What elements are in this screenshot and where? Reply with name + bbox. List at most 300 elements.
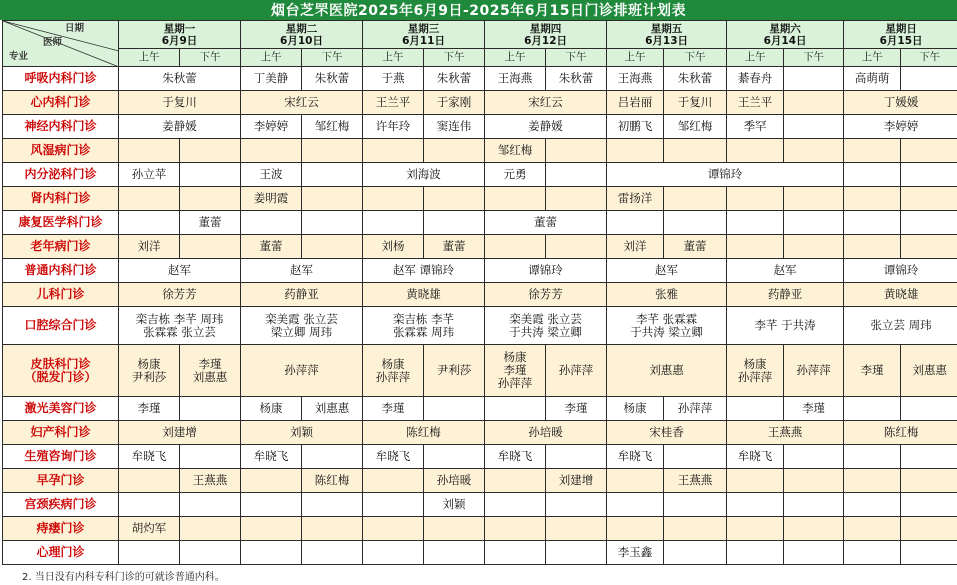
am-header: 上午	[485, 49, 546, 67]
doctor-cell: 綦春舟	[727, 67, 784, 91]
doctor-cell	[844, 163, 901, 187]
department-label: 肾内科门诊	[3, 187, 119, 211]
department-label: 风湿病门诊	[3, 139, 119, 163]
doctor-cell	[119, 187, 180, 211]
doctor-cell: 赵军	[119, 259, 241, 283]
doctor-cell	[546, 493, 607, 517]
doctor-cell	[180, 517, 241, 541]
doctor-cell: 栾吉栋 李芊 张霖霖 周玮	[363, 307, 485, 345]
doctor-cell: 牟晓飞	[363, 445, 424, 469]
doctor-cell	[485, 397, 546, 421]
doctor-cell: 李芊 于共涛	[727, 307, 844, 345]
doctor-cell: 王燕燕	[180, 469, 241, 493]
doctor-cell	[784, 541, 844, 565]
weekday-label: 星期日	[885, 22, 917, 35]
doctor-cell	[844, 235, 901, 259]
doctor-cell	[901, 541, 957, 565]
day-header	[727, 21, 844, 49]
doctor-cell: 季罕	[727, 115, 784, 139]
doctor-cell	[901, 67, 957, 91]
doctor-cell	[607, 139, 664, 163]
pm-header: 下午	[546, 49, 607, 67]
doctor-cell: 孙萍萍	[241, 345, 363, 397]
doctor-cell	[607, 493, 664, 517]
doctor-cell: 初鹏飞	[607, 115, 664, 139]
doctor-cell: 姜明霞	[241, 187, 302, 211]
corner-date-label: 日期	[65, 23, 85, 34]
doctor-cell: 朱秋蕾	[664, 67, 727, 91]
doctor-cell	[664, 445, 727, 469]
doctor-cell	[607, 517, 664, 541]
schedule-row	[3, 139, 957, 163]
pm-header: 下午	[302, 49, 363, 67]
doctor-cell	[363, 493, 424, 517]
footnote: 2. 当日没有内科专科门诊的可就诊普通内科。	[22, 572, 225, 583]
doctor-cell: 孙萍萍	[664, 397, 727, 421]
doctor-cell	[363, 187, 424, 211]
schedule-row	[3, 163, 957, 187]
doctor-cell	[901, 235, 957, 259]
doctor-cell: 谭锦玲	[844, 259, 957, 283]
doctor-cell	[901, 397, 957, 421]
doctor-cell: 张雅	[607, 283, 727, 307]
doctor-cell: 王兰平	[727, 91, 784, 115]
schedule-row	[3, 91, 957, 115]
doctor-cell	[485, 517, 546, 541]
am-header: 上午	[241, 49, 302, 67]
doctor-cell	[119, 469, 180, 493]
department-label: 儿科门诊	[3, 283, 119, 307]
doctor-cell	[784, 445, 844, 469]
doctor-cell	[424, 211, 485, 235]
department-label: 痔瘘门诊	[3, 517, 119, 541]
schedule-table	[2, 20, 957, 565]
pm-header: 下午	[664, 49, 727, 67]
doctor-cell: 刘惠惠	[901, 345, 957, 397]
doctor-cell	[424, 541, 485, 565]
doctor-cell	[727, 187, 784, 211]
pm-header: 下午	[901, 49, 957, 67]
doctor-cell: 栾吉栋 李芊 周玮 张霖霖 张立芸	[119, 307, 241, 345]
doctor-cell	[180, 445, 241, 469]
doctor-cell: 宋红云	[485, 91, 607, 115]
doctor-cell: 邹红梅	[302, 115, 363, 139]
doctor-cell	[424, 445, 485, 469]
doctor-cell: 刘洋	[119, 235, 180, 259]
doctor-cell: 于复川	[119, 91, 241, 115]
doctor-cell	[727, 517, 784, 541]
doctor-cell: 王波	[241, 163, 302, 187]
doctor-cell	[664, 139, 727, 163]
department-label: 生殖咨询门诊	[3, 445, 119, 469]
date-label: 6月14日	[763, 34, 807, 47]
doctor-cell	[546, 541, 607, 565]
doctor-cell	[784, 517, 844, 541]
doctor-cell: 刘建增	[119, 421, 241, 445]
doctor-cell: 张立芸 周玮	[844, 307, 957, 345]
doctor-cell: 徐芳芳	[485, 283, 607, 307]
doctor-cell	[485, 187, 546, 211]
doctor-cell	[546, 235, 607, 259]
doctor-cell	[664, 211, 727, 235]
doctor-cell	[901, 469, 957, 493]
doctor-cell: 王海燕	[485, 67, 546, 91]
doctor-cell: 杨康	[607, 397, 664, 421]
doctor-cell	[901, 139, 957, 163]
doctor-cell	[844, 187, 901, 211]
doctor-cell	[363, 139, 424, 163]
schedule-row	[3, 397, 957, 421]
department-label: 内分泌科门诊	[3, 163, 119, 187]
doctor-cell	[727, 493, 784, 517]
department-label: 宫颈疾病门诊	[3, 493, 119, 517]
doctor-cell: 王海燕	[607, 67, 664, 91]
schedule-row	[3, 345, 957, 397]
doctor-cell	[901, 163, 957, 187]
doctor-cell: 李瑾	[363, 397, 424, 421]
doctor-cell	[180, 187, 241, 211]
doctor-cell: 雷扬洋	[607, 187, 664, 211]
department-label: 神经内科门诊	[3, 115, 119, 139]
doctor-cell	[485, 541, 546, 565]
doctor-cell	[546, 445, 607, 469]
doctor-cell	[844, 541, 901, 565]
doctor-cell: 牟晓飞	[607, 445, 664, 469]
doctor-cell	[302, 163, 363, 187]
doctor-cell	[424, 397, 485, 421]
doctor-cell: 尹利莎	[424, 345, 485, 397]
am-header: 上午	[363, 49, 424, 67]
doctor-cell	[784, 187, 844, 211]
doctor-cell: 李瑾	[844, 345, 901, 397]
doctor-cell: 牟晓飞	[485, 445, 546, 469]
doctor-cell	[844, 397, 901, 421]
doctor-cell: 赵军	[607, 259, 727, 283]
doctor-cell: 元勇	[485, 163, 546, 187]
doctor-cell	[180, 163, 241, 187]
doctor-cell	[727, 397, 784, 421]
schedule-row	[3, 283, 957, 307]
doctor-cell	[784, 115, 844, 139]
doctor-cell	[241, 139, 302, 163]
doctor-cell	[901, 445, 957, 469]
schedule-row	[3, 187, 957, 211]
schedule-row	[3, 259, 957, 283]
weekday-label: 星期二	[285, 22, 318, 35]
day-header	[241, 21, 363, 49]
doctor-cell	[546, 163, 607, 187]
doctor-cell: 栾美霞 张立芸 于共涛 梁立卿	[485, 307, 607, 345]
schedule-row	[3, 469, 957, 493]
schedule-row	[3, 211, 957, 235]
department-label: 普通内科门诊	[3, 259, 119, 283]
doctor-cell: 陈红梅	[844, 421, 957, 445]
doctor-cell: 孙萍萍	[784, 345, 844, 397]
doctor-cell	[241, 541, 302, 565]
pm-header: 下午	[180, 49, 241, 67]
header-corner	[3, 21, 119, 67]
doctor-cell	[901, 517, 957, 541]
doctor-cell: 姜静媛	[119, 115, 241, 139]
doctor-cell: 谭锦玲	[485, 259, 607, 283]
schedule-row	[3, 421, 957, 445]
doctor-cell	[485, 493, 546, 517]
doctor-cell	[302, 139, 363, 163]
doctor-cell	[241, 469, 302, 493]
doctor-cell: 杨康 孙萍萍	[727, 345, 784, 397]
doctor-cell: 孙培暖	[485, 421, 607, 445]
doctor-cell	[302, 493, 363, 517]
doctor-cell: 姜静媛	[485, 115, 607, 139]
doctor-cell: 牟晓飞	[241, 445, 302, 469]
doctor-cell	[302, 187, 363, 211]
weekday-label: 星期四	[529, 22, 562, 35]
date-label: 6月9日	[161, 34, 198, 47]
department-label: 心内科门诊	[3, 91, 119, 115]
doctor-cell	[784, 91, 844, 115]
doctor-cell	[180, 139, 241, 163]
doctor-cell: 董蕾	[180, 211, 241, 235]
schedule-row	[3, 445, 957, 469]
doctor-cell: 朱秋蕾	[546, 67, 607, 91]
doctor-cell: 吕岩丽	[607, 91, 664, 115]
doctor-cell: 董蕾	[485, 211, 607, 235]
am-header: 上午	[119, 49, 180, 67]
doctor-cell	[901, 211, 957, 235]
doctor-cell: 宋桂香	[607, 421, 727, 445]
doctor-cell	[546, 139, 607, 163]
doctor-cell	[180, 397, 241, 421]
doctor-cell: 刘惠惠	[607, 345, 727, 397]
doctor-cell: 刘杨	[363, 235, 424, 259]
doctor-cell: 孙立苹	[119, 163, 180, 187]
department-label: 早孕门诊	[3, 469, 119, 493]
department-label: 呼吸内科门诊	[3, 67, 119, 91]
doctor-cell: 李玉鑫	[607, 541, 664, 565]
doctor-cell	[302, 517, 363, 541]
schedule-row	[3, 307, 957, 345]
doctor-cell	[363, 541, 424, 565]
department-label: 康复医学科门诊	[3, 211, 119, 235]
doctor-cell: 黄晓雄	[844, 283, 957, 307]
department-label: 皮肤科门诊 （脱发门诊）	[3, 345, 119, 397]
doctor-cell: 宋红云	[241, 91, 363, 115]
doctor-cell	[664, 541, 727, 565]
doctor-cell	[424, 517, 485, 541]
doctor-cell	[363, 211, 424, 235]
doctor-cell: 药静亚	[241, 283, 363, 307]
date-label: 6月10日	[280, 34, 323, 47]
doctor-cell: 高萌萌	[844, 67, 901, 91]
doctor-cell	[363, 469, 424, 493]
doctor-cell: 丁媛媛	[844, 91, 957, 115]
doctor-cell	[363, 517, 424, 541]
doctor-cell	[424, 139, 485, 163]
doctor-cell	[784, 493, 844, 517]
doctor-cell	[664, 517, 727, 541]
schedule-row	[3, 115, 957, 139]
doctor-cell: 陈红梅	[363, 421, 485, 445]
doctor-cell	[241, 211, 302, 235]
doctor-cell: 孙培暖	[424, 469, 485, 493]
department-label: 心理门诊	[3, 541, 119, 565]
pm-header: 下午	[784, 49, 844, 67]
doctor-cell: 于家刚	[424, 91, 485, 115]
doctor-cell	[302, 445, 363, 469]
am-header: 上午	[607, 49, 664, 67]
date-label: 6月11日	[402, 34, 445, 47]
schedule-row	[3, 67, 957, 91]
doctor-cell: 谭锦玲	[607, 163, 844, 187]
doctor-cell	[727, 139, 784, 163]
weekday-label: 星期六	[769, 22, 801, 35]
weekday-label: 星期五	[650, 22, 683, 35]
am-header: 上午	[727, 49, 784, 67]
doctor-cell: 孙萍萍	[546, 345, 607, 397]
doctor-cell	[784, 211, 844, 235]
doctor-cell	[901, 187, 957, 211]
doctor-cell	[424, 187, 485, 211]
doctor-cell: 牟晓飞	[727, 445, 784, 469]
corner-doctor-label: 医师	[43, 37, 63, 48]
doctor-cell: 陈红梅	[302, 469, 363, 493]
doctor-cell: 李瑾	[546, 397, 607, 421]
doctor-cell: 邹红梅	[664, 115, 727, 139]
schedule-row	[3, 235, 957, 259]
doctor-cell	[727, 541, 784, 565]
doctor-cell: 于复川	[664, 91, 727, 115]
doctor-cell: 赵军	[241, 259, 363, 283]
doctor-cell	[664, 493, 727, 517]
department-label: 激光美容门诊	[3, 397, 119, 421]
doctor-cell	[485, 235, 546, 259]
am-header: 上午	[844, 49, 901, 67]
doctor-cell	[727, 235, 784, 259]
doctor-cell	[119, 493, 180, 517]
doctor-cell	[784, 139, 844, 163]
doctor-cell	[844, 493, 901, 517]
doctor-cell: 栾美霞 张立芸 梁立卿 周玮	[241, 307, 363, 345]
day-header	[844, 21, 957, 49]
doctor-cell: 李婷婷	[844, 115, 957, 139]
day-header	[119, 21, 241, 49]
doctor-cell: 王兰平	[363, 91, 424, 115]
doctor-cell	[844, 517, 901, 541]
doctor-cell: 赵军 谭锦玲	[363, 259, 485, 283]
doctor-cell: 刘洋	[607, 235, 664, 259]
doctor-cell	[302, 541, 363, 565]
doctor-cell	[727, 469, 784, 493]
pm-header: 下午	[424, 49, 485, 67]
doctor-cell: 徐芳芳	[119, 283, 241, 307]
doctor-cell: 邹红梅	[485, 139, 546, 163]
doctor-cell: 药静亚	[727, 283, 844, 307]
doctor-cell: 朱秋蕾	[119, 67, 241, 91]
corner-dept-label: 专业	[9, 51, 29, 62]
doctor-cell: 刘惠惠	[302, 397, 363, 421]
doctor-cell	[727, 211, 784, 235]
doctor-cell: 窦连伟	[424, 115, 485, 139]
doctor-cell: 李瑾 刘惠惠	[180, 345, 241, 397]
doctor-cell	[784, 67, 844, 91]
doctor-cell: 杨康 李瑾 孙萍萍	[485, 345, 546, 397]
doctor-cell	[546, 187, 607, 211]
day-header	[485, 21, 607, 49]
weekday-label: 星期一	[163, 22, 196, 35]
doctor-cell: 李瑾	[784, 397, 844, 421]
doctor-cell: 朱秋蕾	[424, 67, 485, 91]
doctor-cell	[302, 235, 363, 259]
doctor-cell	[241, 493, 302, 517]
doctor-cell	[119, 211, 180, 235]
date-label: 6月15日	[879, 34, 923, 47]
doctor-cell	[784, 469, 844, 493]
date-label: 6月12日	[524, 34, 567, 47]
doctor-cell: 董蕾	[241, 235, 302, 259]
doctor-cell: 许年玲	[363, 115, 424, 139]
doctor-cell	[844, 445, 901, 469]
doctor-cell: 赵军	[727, 259, 844, 283]
doctor-cell	[784, 235, 844, 259]
doctor-cell: 胡灼军	[119, 517, 180, 541]
doctor-cell: 刘建增	[546, 469, 607, 493]
weekday-label: 星期三	[407, 22, 440, 35]
doctor-cell	[241, 517, 302, 541]
doctor-cell: 于燕	[363, 67, 424, 91]
doctor-cell	[901, 493, 957, 517]
schedule-row	[3, 493, 957, 517]
doctor-cell	[119, 139, 180, 163]
department-label: 妇产科门诊	[3, 421, 119, 445]
doctor-cell	[844, 211, 901, 235]
doctor-cell	[607, 211, 664, 235]
doctor-cell	[664, 187, 727, 211]
doctor-cell: 杨康 孙萍萍	[363, 345, 424, 397]
doctor-cell: 王燕燕	[664, 469, 727, 493]
doctor-cell: 刘颖	[241, 421, 363, 445]
doctor-cell	[180, 541, 241, 565]
doctor-cell: 王燕燕	[727, 421, 844, 445]
doctor-cell	[546, 517, 607, 541]
doctor-cell: 丁美静	[241, 67, 302, 91]
doctor-cell: 李瑾	[119, 397, 180, 421]
doctor-cell: 李芊 张霖霖 于共涛 梁立卿	[607, 307, 727, 345]
doctor-cell: 董蕾	[664, 235, 727, 259]
doctor-cell	[844, 139, 901, 163]
day-header	[363, 21, 485, 49]
doctor-cell: 朱秋蕾	[302, 67, 363, 91]
department-label: 口腔综合门诊	[3, 307, 119, 345]
doctor-cell: 刘海波	[363, 163, 485, 187]
doctor-cell	[844, 469, 901, 493]
doctor-cell	[180, 235, 241, 259]
doctor-cell: 杨康 尹利莎	[119, 345, 180, 397]
doctor-cell	[607, 469, 664, 493]
doctor-cell: 刘颖	[424, 493, 485, 517]
date-label: 6月13日	[645, 34, 689, 47]
day-header	[607, 21, 727, 49]
doctor-cell	[485, 469, 546, 493]
doctor-cell	[119, 541, 180, 565]
page-title: 烟台芝罘医院2025年6月9日-2025年6月15日门诊排班计划表	[0, 0, 957, 20]
doctor-cell	[180, 493, 241, 517]
doctor-cell: 董蕾	[424, 235, 485, 259]
doctor-cell: 杨康	[241, 397, 302, 421]
doctor-cell: 黄晓雄	[363, 283, 485, 307]
schedule-row	[3, 517, 957, 541]
doctor-cell	[302, 211, 363, 235]
department-label: 老年病门诊	[3, 235, 119, 259]
